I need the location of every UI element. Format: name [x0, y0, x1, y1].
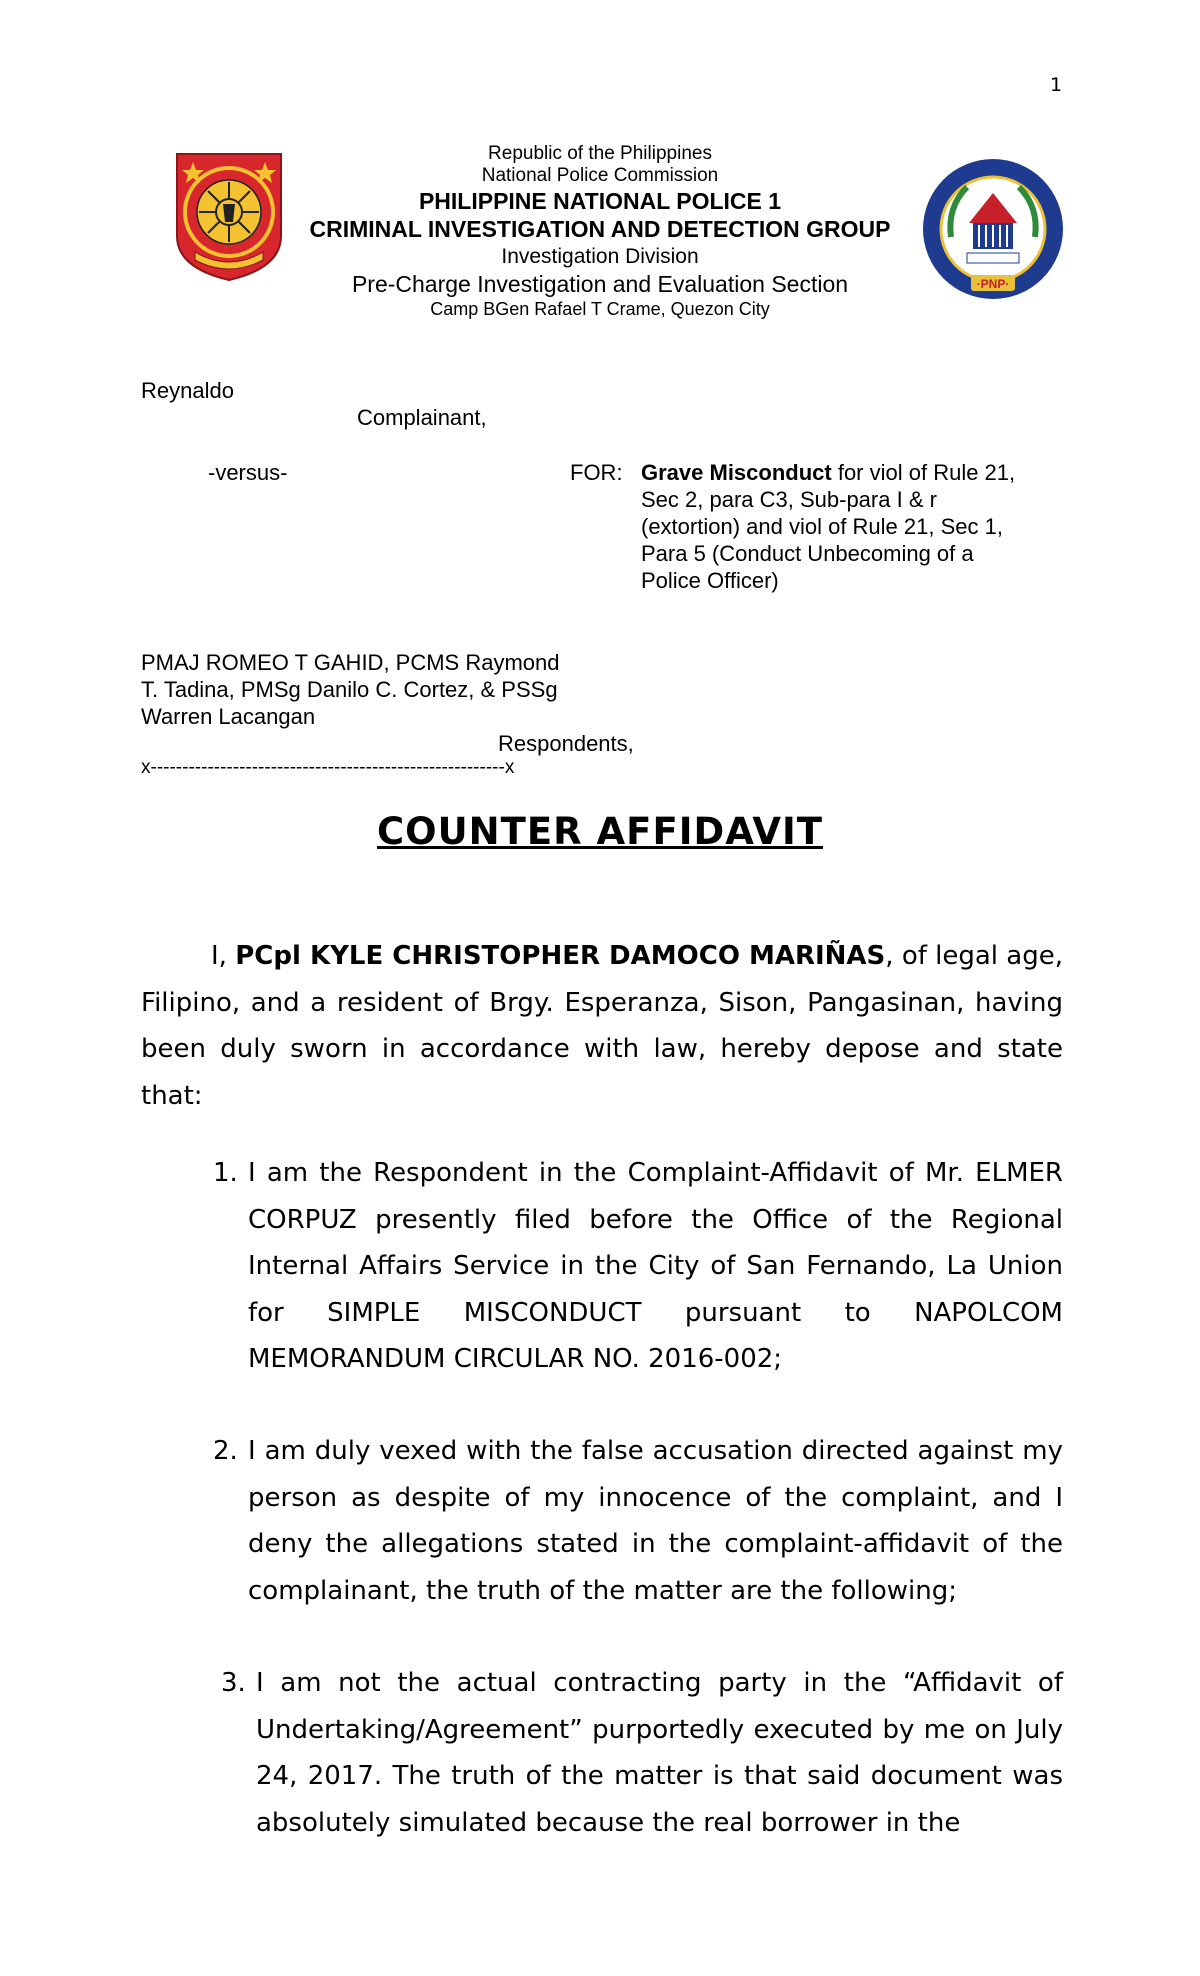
svg-text:·PNP·: ·PNP· [976, 277, 1010, 291]
caption-separator: x--------------------------------------------------------x [141, 757, 515, 778]
for-label: FOR: [570, 460, 623, 485]
paragraph-3-number: 3. [221, 1668, 246, 1698]
header-cidg: CRIMINAL INVESTIGATION AND DETECTION GROUP [309, 216, 891, 242]
complainant-name: Reynaldo [141, 378, 234, 403]
header-section: Pre-Charge Investigation and Evaluation Section [351, 271, 849, 297]
charge-line-1 [641, 460, 1015, 486]
paragraph-2-text: I am duly vexed with the false accusation directed against my person as despite of my innocence of the complaint, and I deny the allegations stated in the complaint-affidavit of the complainant, the truth of the matter are the following; [248, 1436, 1063, 1606]
respondents-line-1: PMAJ ROMEO T GAHID, PCMS Raymond [141, 650, 560, 675]
paragraph-1-text: I am the Respondent in the Complaint-Affidavit of Mr. ELMER CORPUZ presently filed before the Office of the Regional Internal Affairs Service in the City of San Fernando, La Union for SIMPLE MISCONDUCT pursuant to NAPOLCOM MEMORANDUM CIRCULAR NO. 2016-002; [248, 1158, 1063, 1374]
charge-bold: Grave Misconduct [641, 460, 832, 485]
header-address: Camp BGen Rafael T Crame, Quezon City [430, 299, 770, 319]
paragraph-2-number: 2. [213, 1436, 238, 1466]
affiant-name: PCpl KYLE CHRISTOPHER DAMOCO MARIÑAS [235, 941, 886, 971]
versus-label: -versus- [208, 460, 288, 485]
page-number: 1 [1050, 74, 1063, 96]
paragraph-3-text: I am not the actual contracting party in the “Affidavit of Undertaking/Agreement” purportedly executed by me on July 24, 2017. The truth of the matter is that said document was absolutely simulated because the real borrower in the [256, 1668, 1063, 1838]
complainant-label: Complainant, [357, 405, 487, 430]
intro-prefix: I, [211, 941, 236, 971]
paragraph-1-number: 1. [213, 1158, 238, 1188]
header-division: Investigation Division [501, 245, 699, 268]
header-republic: Republic of the Philippines [488, 143, 712, 164]
header-napolcom: National Police Commission [481, 165, 719, 186]
respondents-line-3: Warren Lacangan [141, 704, 316, 729]
charge-line-4: Para 5 (Conduct Unbecoming of a [641, 541, 974, 566]
charge-line-5: Police Officer) [641, 568, 779, 593]
charge-line-1-rest: for viol of Rule 21, [831, 460, 1016, 485]
respondents-label: Respondents, [498, 731, 634, 756]
header-pnp: PHILIPPINE NATIONAL POLICE 1 [418, 188, 782, 214]
intro-rest: , of legal age, Filipino, and a resident of Brgy. Esperanza, Sison, Pangasinan, having been duly sworn in accordance with law, hereby depose and state that: [141, 941, 1064, 1111]
charge-line-2: Sec 2, para C3, Sub-para I & r [641, 487, 937, 512]
intro-paragraph [141, 933, 1063, 1119]
respondents-line-2: T. Tadina, PMSg Danilo C. Cortez, & PSSg [141, 677, 558, 702]
document-title: COUNTER AFFIDAVIT [377, 810, 823, 853]
charge-line-3: (extortion) and viol of Rule 21, Sec 1, [641, 514, 1003, 539]
